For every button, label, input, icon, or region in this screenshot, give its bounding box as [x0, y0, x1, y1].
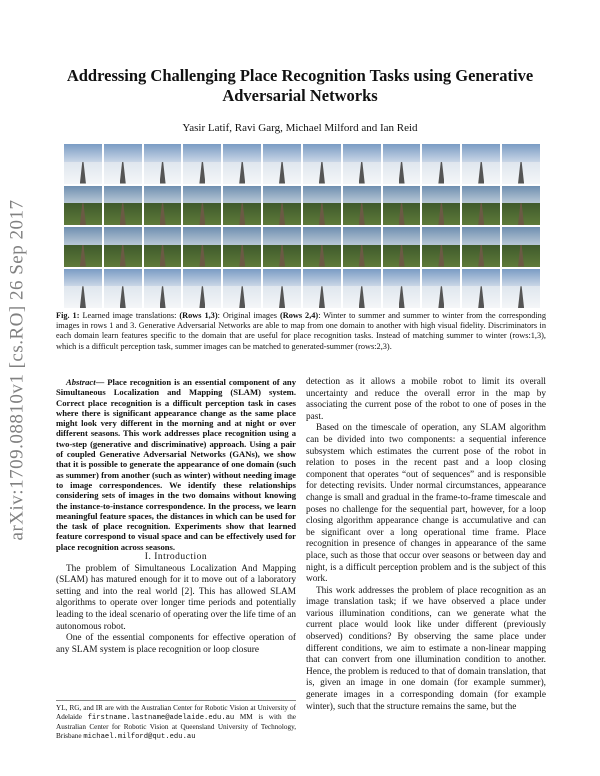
caption-text-3: : Winter to summer and summer to winter from the corresponding images in rows 1 and 3. Generative Adversarial Networks are able to map from one domain to another with high visual fidelity. Discriminators in each domain learn features specific to the domain that are useful for place recognition tasks. Instead of matching summer to winter (rows:1,3), which is a difficult perception task, summer images can be matched to generated-summer (rows:2,3).	[56, 311, 546, 351]
caption-text-2: : Original images	[217, 311, 280, 320]
winter-thumbnail	[343, 269, 381, 309]
winter-thumbnail	[502, 144, 540, 184]
summer-thumbnail	[64, 186, 102, 226]
intro-paragraph-2: One of the essential components for effective operation of any SLAM system is place recognition or loop closure	[56, 633, 296, 655]
summer-thumbnail	[64, 227, 102, 267]
winter-thumbnail	[343, 144, 381, 184]
abstract-lead: Abstract	[66, 377, 96, 387]
right-paragraph-2: Based on the timescale of operation, any SLAM algorithm can be divided into two components: a sequential inference subsystem which estimates the current pose of the robot in relation to poses in the recent past and a loop closing component that operates “out of sequences” and is responsible for detecting revisits. Under normal circumstances, appearance change is small and gradual in the frame-to-frame timescale and poses no challenge for the sequential part, however, for a loop closing algorithm appearance change is accumulative and can be significant over a long operational time frame. Place recognition in presence of changes in appearance of the same place, such as those that occur over seasons or between day and night, is a difficult perception problem and is the subject of this work.	[306, 423, 546, 585]
winter-thumbnail	[263, 144, 301, 184]
summer-thumbnail	[144, 227, 182, 267]
winter-thumbnail	[104, 269, 142, 309]
footnote-text-1: YL, RG, and IR are with the Australian Center for Robotic Vision at University of Adelaide	[56, 704, 296, 721]
summer-thumbnail	[383, 227, 421, 267]
abstract	[56, 377, 296, 552]
winter-thumbnail	[223, 144, 261, 184]
summer-thumbnail	[502, 227, 540, 267]
figure-image-grid	[64, 144, 540, 308]
summer-thumbnail	[502, 186, 540, 226]
summer-thumbnail	[104, 227, 142, 267]
summer-thumbnail	[223, 186, 261, 226]
summer-thumbnail	[223, 227, 261, 267]
summer-thumbnail	[183, 186, 221, 226]
winter-thumbnail	[64, 144, 102, 184]
winter-thumbnail	[223, 269, 261, 309]
winter-thumbnail	[502, 269, 540, 309]
paper-title: Addressing Challenging Place Recognition Tasks using Generative Adversarial Networks	[66, 66, 534, 105]
footnote-email-2: michael.milford@qut.edu.au	[83, 733, 196, 741]
summer-thumbnail	[183, 227, 221, 267]
winter-thumbnail	[144, 144, 182, 184]
section-heading-intro: I. Introduction	[144, 552, 208, 563]
arxiv-identifier	[2, 140, 32, 600]
right-column	[306, 377, 546, 713]
footnote-email-1: firstname.lastname@adelaide.edu.au	[87, 714, 235, 722]
winter-thumbnail	[383, 144, 421, 184]
summer-thumbnail	[263, 227, 301, 267]
summer-thumbnail	[462, 186, 500, 226]
winter-thumbnail	[183, 269, 221, 309]
winter-thumbnail	[144, 269, 182, 309]
summer-thumbnail	[104, 186, 142, 226]
right-paragraph-1: detection as it allows a mobile robot to limit its overall uncertainty and reduce the overall error in the map by associating the current pose of the robot to one of poses in the past.	[306, 377, 546, 422]
winter-thumbnail	[422, 269, 460, 309]
summer-thumbnail	[462, 227, 500, 267]
winter-thumbnail	[104, 144, 142, 184]
summer-thumbnail	[343, 186, 381, 226]
footnote	[56, 700, 296, 742]
paper-authors: Yasir Latif, Ravi Garg, Michael Milford and Ian Reid	[182, 122, 418, 134]
summer-thumbnail	[343, 227, 381, 267]
caption-rows24: (Rows 2,4)	[279, 311, 319, 320]
caption-rows13: (Rows 1,3)	[179, 311, 218, 320]
winter-thumbnail	[183, 144, 221, 184]
caption-text-1: Learned image translations:	[79, 311, 180, 320]
intro-paragraph-1: The problem of Simultaneous Localization And Mapping (SLAM) has matured enough for it to move out of a laboratory setting and into the real world [2]. This has allowed SLAM algorithms to operate over longer time periods and potentially leading to the ideal scenario of operating over the life time of an autonomous robot.	[56, 563, 296, 632]
winter-thumbnail	[383, 269, 421, 309]
winter-thumbnail	[462, 269, 500, 309]
winter-thumbnail	[303, 144, 341, 184]
summer-thumbnail	[422, 227, 460, 267]
caption-label: Fig. 1:	[56, 311, 80, 320]
summer-thumbnail	[383, 186, 421, 226]
summer-thumbnail	[303, 227, 341, 267]
figure-caption	[56, 311, 546, 352]
right-paragraph-3: This work addresses the problem of place recognition as an image translation task; if we have observed a place under various illumination conditions, can we generate what the current place would look like under different (previously observed) conditions? By observing the same place under different conditions, we aim to estimate a non-linear mapping that can convert from one illumination condition to another. Hence, the problem is reduced to that of domain translation, that is, given an image in one domain (for example summer), generate images in a corresponding domain (for example winter), such that the structure remains the same, but the	[306, 585, 546, 712]
summer-thumbnail	[422, 186, 460, 226]
footnote-text-2: MM is with the Australian Center for Robotic Vision at Queensland University of Technology, Brisbane	[56, 713, 296, 740]
summer-thumbnail	[303, 186, 341, 226]
winter-thumbnail	[263, 269, 301, 309]
arxiv-id-text: arXiv:1709.08810v1 [cs.RO] 26 Sep 2017	[6, 199, 28, 541]
winter-thumbnail	[462, 144, 500, 184]
winter-thumbnail	[303, 269, 341, 309]
abstract-text: — Place recognition is an essential component of any Simultaneous Localization and Mapping (SLAM) system. Correct place recognition is a difficult perception task in cases where there is significant appearance change as the same place might look very different in the morning and at night or over different seasons. This work addresses place recognition using a two-step (generative and discriminative) approach. Using a pair of coupled Generative Adversarial Networks (GANs), we show that it is possible to generate the appearance of one domain (such as summer) from another (such as winter) without needing image to image correspondences. We identify these relationships considering sets of images in the two domains without knowing the instance-to-instance correspondence. In the process, we learn meaningful feature spaces, the distances in which can be used for the task of place recognition. Experiments show that learned feature correspond to visual space and can be effectively used for place recognition across seasons.	[56, 377, 296, 552]
winter-thumbnail	[422, 144, 460, 184]
summer-thumbnail	[144, 186, 182, 226]
left-column	[56, 377, 296, 656]
winter-thumbnail	[64, 269, 102, 309]
summer-thumbnail	[263, 186, 301, 226]
